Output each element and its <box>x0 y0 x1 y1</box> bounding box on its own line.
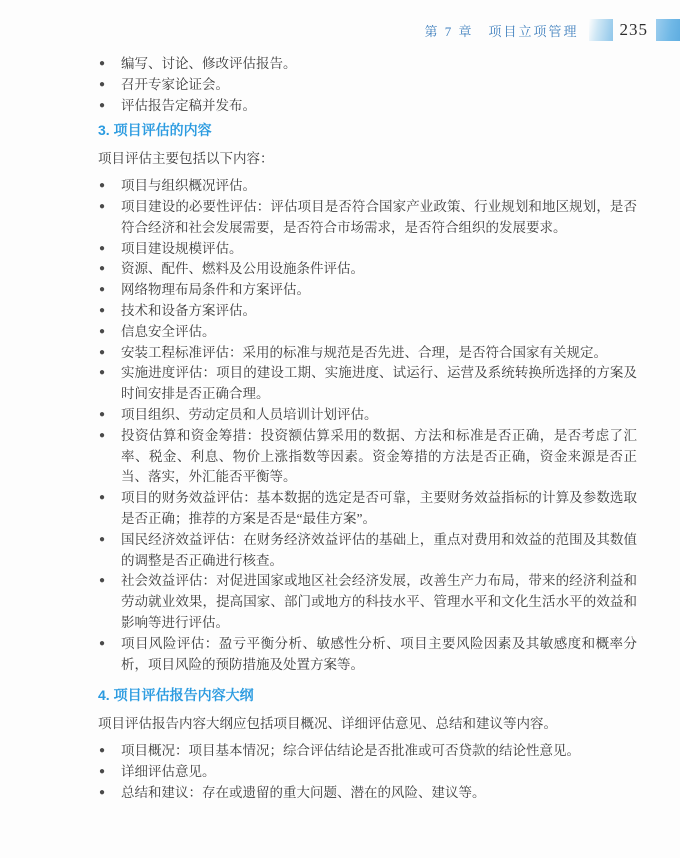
bullet-icon: ● <box>99 575 106 587</box>
list-item <box>98 75 637 96</box>
list-item-text: 投资估算和资金筹措：投资额估算采用的数据、方法和标准是否正确，是否考虑了汇率、税金、利息、物价上涨指数等因素。资金筹措的方法是否正确，资金来源是否正当、落实，外汇能否平衡等。 <box>121 427 637 485</box>
list-item-text: 召开专家论证会。 <box>121 76 229 92</box>
list-item-text: 项目建设规模评估。 <box>121 240 243 256</box>
list-item <box>98 259 637 280</box>
bullet-icon: ● <box>99 745 106 757</box>
list-item <box>98 96 637 117</box>
list-item-text: 编写、讨论、修改评估报告。 <box>121 56 297 71</box>
list-item <box>98 405 637 426</box>
list-item-text: 网络物理布局条件和方案评估。 <box>121 282 310 298</box>
section-3-bullet-list <box>98 176 637 675</box>
list-item-text: 安装工程标准评估：采用的标准与规范是否先进、合理，是否符合国家有关规定。 <box>121 344 607 360</box>
list-item-text: 总结和建议：存在或遗留的重大问题、潜在的风险、建议等。 <box>121 784 486 800</box>
list-item <box>98 783 637 804</box>
bullet-icon: ● <box>99 180 106 192</box>
list-item <box>98 54 637 75</box>
bullet-icon: ● <box>99 408 106 420</box>
list-item-text: 项目概况：项目基本情况；综合评估结论是否批准或可否贷款的结论性意见。 <box>121 743 580 759</box>
bullet-icon: ● <box>99 263 106 275</box>
bullet-icon: ● <box>99 429 106 441</box>
section-3-heading: 3. 项目评估的内容 <box>98 122 212 139</box>
list-item <box>98 343 637 364</box>
bullet-icon: ● <box>99 533 106 545</box>
list-item <box>98 571 637 633</box>
list-item-text: 信息安全评估。 <box>121 323 216 339</box>
list-item-text: 项目建设的必要性评估：评估项目是否符合国家产业政策、行业规划和地区规划，是否符合经济和社会发展需要，是否符合市场需求，是否符合组织的发展要求。 <box>121 198 637 235</box>
list-item <box>98 280 637 301</box>
page-body <box>98 54 637 804</box>
list-item-text: 国民经济效益评估：在财务经济效益评估的基础上，重点对费用和效益的范围及其数值的调整是否正确进行核查。 <box>121 531 637 568</box>
page-header <box>0 18 680 42</box>
list-item-text: 技术和设备方案评估。 <box>121 302 256 318</box>
list-item <box>98 488 637 530</box>
list-item-text: 资源、配件、燃料及公用设施条件评估。 <box>121 261 364 277</box>
section-3-lead: 项目评估主要包括以下内容： <box>98 151 274 167</box>
bullet-icon: ● <box>99 786 106 798</box>
bullet-icon: ● <box>99 78 106 90</box>
list-item <box>98 634 637 676</box>
list-item-text: 评估报告定稿并发布。 <box>121 97 256 113</box>
list-item-text: 项目组织、劳动定员和人员培训计划评估。 <box>121 406 378 422</box>
bullet-icon: ● <box>99 99 106 111</box>
page-number: 235 <box>619 20 648 39</box>
list-item <box>98 762 637 783</box>
bullet-icon: ● <box>99 325 106 337</box>
bullet-icon: ● <box>99 304 106 316</box>
bullet-icon: ● <box>99 765 106 777</box>
list-item-text: 实施进度评估：项目的建设工期、实施进度、试运行、运营及系统转换所选择的方案及时间安排是否正确合理。 <box>121 365 637 402</box>
bullet-icon: ● <box>99 242 106 254</box>
bullet-icon: ● <box>99 637 106 649</box>
list-item <box>98 426 637 488</box>
list-item <box>98 239 637 260</box>
list-item <box>98 176 637 197</box>
section-4-bullet-list <box>98 741 637 803</box>
bullet-icon: ● <box>99 367 106 379</box>
list-item <box>98 197 637 239</box>
list-item-text: 项目与组织概况评估。 <box>121 178 256 194</box>
list-item <box>98 530 637 572</box>
list-item-text: 详细评估意见。 <box>121 763 216 779</box>
bullet-icon: ● <box>99 346 106 358</box>
list-item <box>98 301 637 322</box>
list-item <box>98 363 637 405</box>
list-item <box>98 741 637 762</box>
list-item-text: 项目风险评估：盈亏平衡分析、敏感性分析、项目主要风险因素及其敏感度和概率分析，项目风险的预防措施及处置方案等。 <box>121 635 637 672</box>
list-item-text: 社会效益评估：对促进国家或地区社会经济发展，改善生产力布局，带来的经济利益和劳动就业效果，提高国家、部门或地方的科技水平、管理水平和文化生活水平的效益和影响等进行评估。 <box>121 573 637 630</box>
list-item <box>98 322 637 343</box>
chapter-title: 第 7 章 项目立项管理 <box>424 23 579 39</box>
intro-bullet-list <box>98 54 637 116</box>
list-item-text: 项目的财务效益评估：基本数据的选定是否可靠，主要财务效益指标的计算及参数选取是否正确；推荐的方案是否是“最佳方案”。 <box>121 490 637 526</box>
bullet-icon: ● <box>99 284 106 296</box>
section-4-heading: 4. 项目评估报告内容大纲 <box>98 687 254 704</box>
header-accent-square-right <box>656 19 680 41</box>
bullet-icon: ● <box>99 58 106 69</box>
bullet-icon: ● <box>99 200 106 212</box>
bullet-icon: ● <box>99 492 106 504</box>
section-4-lead: 项目评估报告内容大纲应包括项目概况、详细评估意见、总结和建议等内容。 <box>98 716 557 732</box>
header-accent-square-left <box>589 19 613 41</box>
